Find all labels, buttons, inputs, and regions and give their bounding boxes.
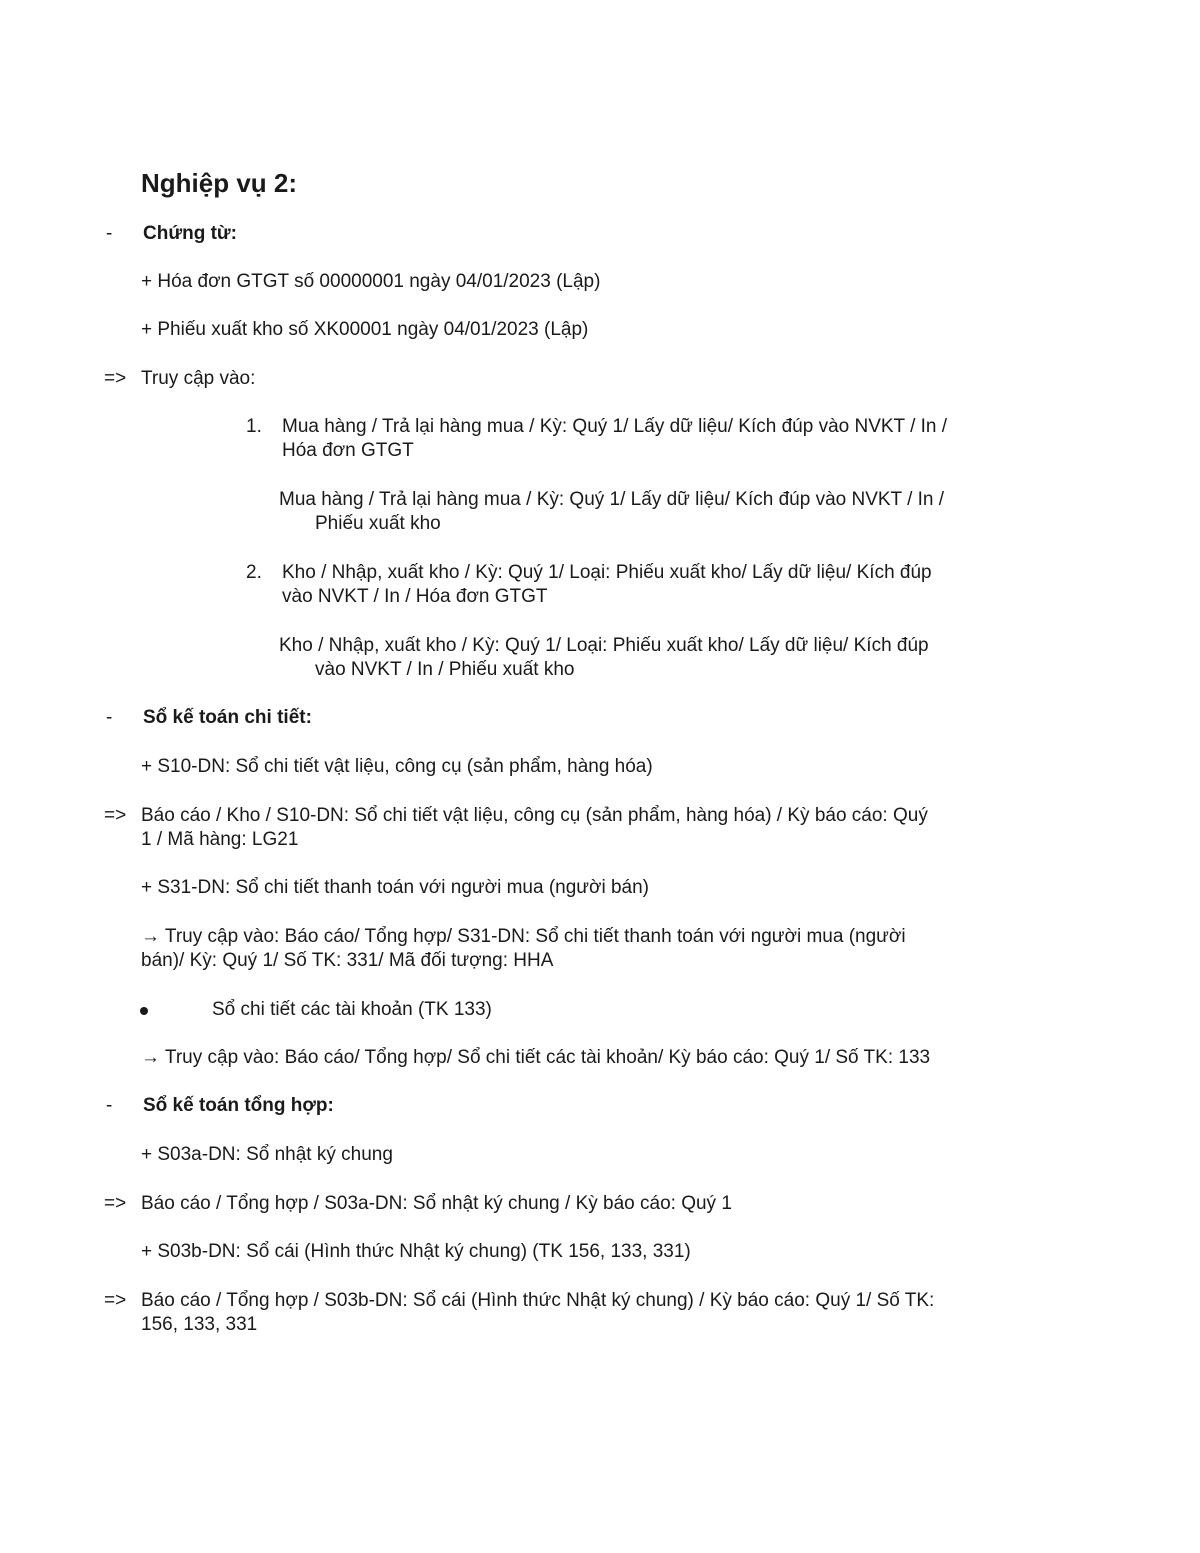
section-heading-so-tong-hop: Sổ kế toán tổng hợp: <box>143 1095 334 1116</box>
section-heading-so-chi-tiet: Sổ kế toán chi tiết: <box>143 707 312 728</box>
s03a-line: + S03a-DN: Sổ nhật ký chung <box>141 1144 393 1165</box>
arrow-marker: => <box>104 1193 127 1214</box>
bullet-icon <box>140 1007 148 1015</box>
list-number-2: 2. <box>246 562 262 583</box>
tk133-line: Sổ chi tiết các tài khoản (TK 133) <box>212 999 492 1020</box>
voucher-invoice-line: + Hóa đơn GTGT số 00000001 ngày 04/01/2023 (Lập) <box>141 271 601 292</box>
voucher-stock-issue-line: + Phiếu xuất kho số XK00001 ngày 04/01/2023 (Lập) <box>141 319 589 340</box>
arrow-marker: => <box>104 805 127 826</box>
s10-access-line2: 1 / Mã hàng: LG21 <box>141 829 299 850</box>
list-item-2b-line1: Kho / Nhập, xuất kho / Kỳ: Quý 1/ Loại: Phiếu xuất kho/ Lấy dữ liệu/ Kích đúp <box>279 635 929 656</box>
dash-marker: - <box>106 223 113 244</box>
arrow-marker: => <box>104 368 127 389</box>
s03a-access-line: Báo cáo / Tổng hợp / S03a-DN: Sổ nhật ký chung / Kỳ báo cáo: Quý 1 <box>141 1193 732 1214</box>
s03b-access-line1: Báo cáo / Tổng hợp / S03b-DN: Sổ cái (Hình thức Nhật ký chung) / Kỳ báo cáo: Quý 1/ Số TK: <box>141 1290 935 1311</box>
dash-marker: - <box>106 1095 113 1116</box>
s31-access-line1: → Truy cập vào: Báo cáo/ Tổng hợp/ S31-DN: Sổ chi tiết thanh toán với người mua (người <box>141 926 906 947</box>
list-number-1: 1. <box>246 416 262 437</box>
list-item-1a-line2: Hóa đơn GTGT <box>282 440 414 461</box>
list-item-2a-line1: Kho / Nhập, xuất kho / Kỳ: Quý 1/ Loại: Phiếu xuất kho/ Lấy dữ liệu/ Kích đúp <box>282 562 932 583</box>
list-item-1a-line1: Mua hàng / Trả lại hàng mua / Kỳ: Quý 1/ Lấy dữ liệu/ Kích đúp vào NVKT / In / <box>282 416 948 437</box>
dash-marker: - <box>106 707 113 728</box>
s10-line: + S10-DN: Sổ chi tiết vật liệu, công cụ (sản phẩm, hàng hóa) <box>141 756 653 777</box>
list-item-1b-line2: Phiếu xuất kho <box>315 513 441 534</box>
list-item-2b-line2: vào NVKT / In / Phiếu xuất kho <box>315 659 575 680</box>
s03b-access-line2: 156, 133, 331 <box>141 1314 258 1335</box>
page-title: Nghiệp vụ 2: <box>141 168 298 198</box>
access-label: Truy cập vào: <box>141 368 256 389</box>
s31-line: + S31-DN: Sổ chi tiết thanh toán với người mua (người bán) <box>141 877 649 898</box>
s10-access-line1: Báo cáo / Kho / S10-DN: Sổ chi tiết vật liệu, công cụ (sản phẩm, hàng hóa) / Kỳ báo cáo: Quý <box>141 805 928 826</box>
s03b-line: + S03b-DN: Sổ cái (Hình thức Nhật ký chung) (TK 156, 133, 331) <box>141 1241 691 1262</box>
section-heading-chung-tu: Chứng từ: <box>143 223 237 244</box>
s31-access-line2: bán)/ Kỳ: Quý 1/ Số TK: 331/ Mã đối tượng: HHA <box>141 950 554 971</box>
list-item-2a-line2: vào NVKT / In / Hóa đơn GTGT <box>282 586 548 607</box>
arrow-marker: => <box>104 1290 127 1311</box>
list-item-1b-line1: Mua hàng / Trả lại hàng mua / Kỳ: Quý 1/ Lấy dữ liệu/ Kích đúp vào NVKT / In / <box>279 489 945 510</box>
tk133-access-line: → Truy cập vào: Báo cáo/ Tổng hợp/ Sổ chi tiết các tài khoản/ Kỳ báo cáo: Quý 1/ Số TK: 133 <box>141 1047 931 1068</box>
